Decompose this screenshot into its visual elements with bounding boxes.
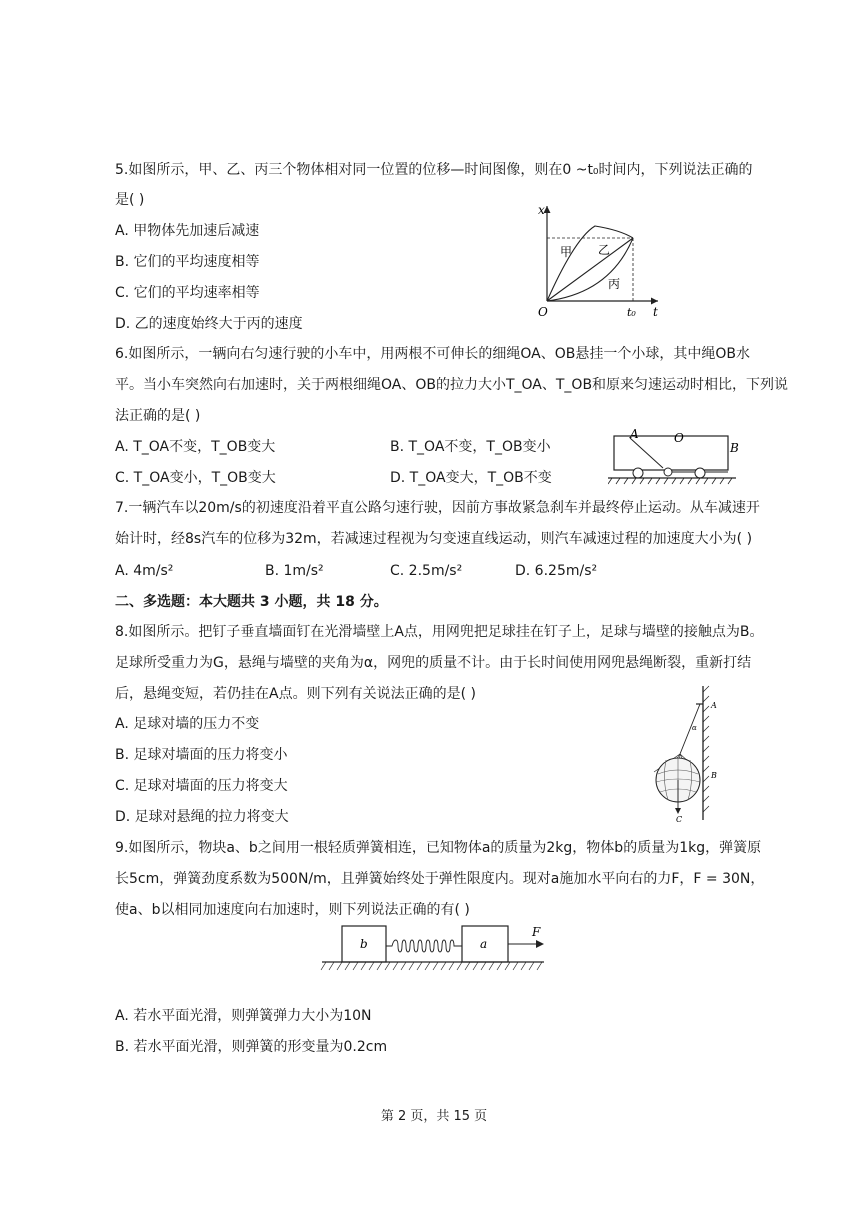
q9-spring-blocks-figure [318, 922, 548, 978]
q5-option-d: D. 乙的速度始终大于丙的速度 [115, 316, 303, 332]
q8-label-b: B [711, 771, 717, 780]
q8-option-c: C. 足球对墙面的压力将变大 [115, 778, 288, 794]
q8-label-alpha: α [692, 724, 697, 732]
q6-stem-line2: 平。当小车突然向右加速时，关于两根细绳OA、OB的拉力大小T_OA、T_OB和原来匀速运动时相比，下列说 [115, 377, 789, 393]
q6-option-b: B. T_OA不变，T_OB变小 [390, 439, 551, 455]
q6-label-o: O [674, 431, 684, 445]
q5-axis-x-label: t [653, 305, 658, 319]
q5-stem-line2: 是( ) [115, 192, 145, 208]
q9-stem-line1: 9.如图所示，物块a、b之间用一根轻质弹簧相连，已知物体a的质量为2kg，物体b的质量为1kg，弹簧原 [115, 840, 762, 856]
q8-option-d: D. 足球对悬绳的拉力将变大 [115, 809, 289, 825]
q9-label-b: b [360, 937, 368, 951]
q7-option-c: C. 2.5m/s² [390, 563, 463, 579]
q5-option-a: A. 甲物体先加速后减速 [115, 223, 260, 239]
q9-option-a: A. 若水平面光滑，则弹簧弹力大小为10N [115, 1008, 372, 1024]
page-number-footer: 第 2 页，共 15 页 [380, 1109, 488, 1124]
q5-stem-line1: 5.如图所示，甲、乙、丙三个物体相对同一位置的位移—时间图像，则在0 ~t₀时间内，下列说法正确的 [115, 162, 753, 178]
q6-stem-line3: 法正确的是( ) [115, 408, 201, 424]
q7-option-a: A. 4m/s² [115, 563, 174, 579]
q5-axis-y-label: x [538, 203, 545, 217]
q5-label-yi: 乙 [598, 243, 611, 257]
q6-option-a: A. T_OA不变，T_OB变大 [115, 439, 276, 455]
q5-label-bing: 丙 [608, 277, 621, 291]
q9-label-a: a [480, 937, 488, 951]
q8-football-wall-figure [618, 682, 730, 824]
q7-option-d: D. 6.25m/s² [515, 563, 598, 579]
q5-xt-graph-figure [530, 198, 665, 323]
q6-option-d: D. T_OA变大，T_OB不变 [390, 470, 552, 486]
q7-stem-line1: 7.一辆汽车以20m/s的初速度沿着平直公路匀速行驶，因前方事故紧急刹车并最终停止运动。从车减速开 [115, 500, 760, 516]
q8-option-a: A. 足球对墙的压力不变 [115, 716, 260, 732]
q6-label-b: B [730, 441, 739, 455]
q8-stem-line2: 足球所受重力为G，悬绳与墙壁的夹角为α，网兜的质量不计。由于长时间使用网兜悬绳断裂，重新打结 [115, 655, 752, 671]
q6-cart-figure [608, 428, 743, 490]
q9-stem-line2: 长5cm，弹簧劲度系数为500N/m，且弹簧始终处于弹性限度内。现对a施加水平向右的力F，F = 30N， [115, 871, 765, 887]
q7-option-b: B. 1m/s² [265, 563, 324, 579]
q7-stem-line2: 始计时，经8s汽车的位移为32m，若减速过程视为匀变速直线运动，则汽车减速过程的加速度大小为( ) [115, 531, 753, 547]
q6-stem-line1: 6.如图所示，一辆向右匀速行驶的小车中，用两根不可伸长的细绳OA、OB悬挂一个小球，其中绳OB水 [115, 346, 750, 362]
q9-label-f: F [532, 925, 541, 939]
q8-label-c: C [676, 815, 683, 824]
q5-option-b: B. 它们的平均速度相等 [115, 254, 260, 270]
q8-stem-line1: 8.如图所示。把钉子垂直墙面钉在光滑墙壁上A点，用网兜把足球挂在钉子上，足球与墙壁的接触点为B。 [115, 624, 764, 640]
q8-stem-line3: 后，悬绳变短，若仍挂在A点。则下列有关说法正确的是( ) [115, 686, 476, 702]
q6-label-a: A [630, 428, 639, 441]
q5-origin-label: O [538, 305, 548, 319]
q5-t0-label: t₀ [627, 306, 636, 319]
q9-option-b: B. 若水平面光滑，则弹簧的形变量为0.2cm [115, 1039, 388, 1055]
q5-option-c: C. 它们的平均速率相等 [115, 285, 260, 301]
q8-option-b: B. 足球对墙面的压力将变小 [115, 747, 288, 763]
q5-label-jia: 甲 [560, 245, 573, 259]
section-heading-multiple-choice: 二、多选题：本大题共 3 小题，共 18 分。 [115, 594, 388, 610]
q9-stem-line3: 使a、b以相同加速度向右加速时，则下列说法正确的有( ) [115, 902, 470, 918]
q8-label-a: A [711, 701, 717, 710]
q6-option-c: C. T_OA变小，T_OB变大 [115, 470, 276, 486]
